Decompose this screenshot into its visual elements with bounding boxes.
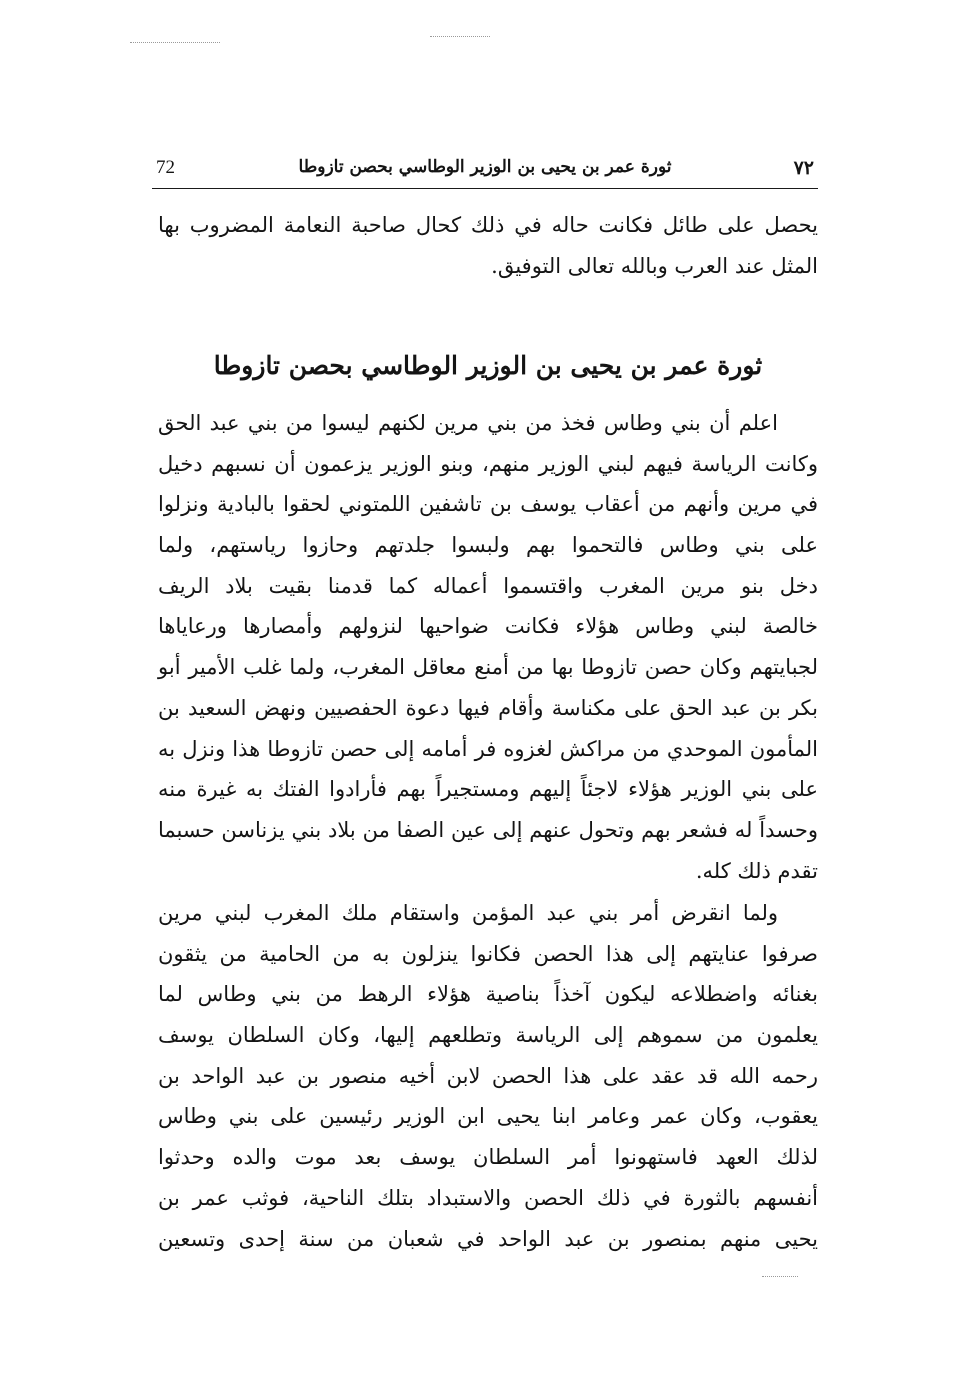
- text-line: دخل بنو مرين المغرب واقتسموا أعماله كما قدمنا بقيت بلاد الريف: [158, 573, 818, 598]
- text-line: وكانت الرياسة فيهم لبني الوزير منهم، وبنو الوزير يزعمون أن نسبهم دخيل: [158, 451, 818, 476]
- text-line: يعلمون من سموهم إلى الرياسة وتطلعهم إليها، وكان السلطان يوسف: [158, 1023, 818, 1048]
- text-line: صرفوا عنايتهم إلى هذا الحصن فكانوا ينزلون به من الحامية من يثقون: [158, 941, 818, 966]
- header-rule: [152, 188, 818, 189]
- running-title: ثورة عمر بن يحيى بن الوزير الوطاسي بحصن تازوطا: [298, 157, 672, 177]
- text-line: يحيى منهم بمنصور بن عبد الواحد في شعبان من سنة إحدى وتسعين: [158, 1226, 818, 1251]
- text-line: وحسداً له فشعر بهم وتحول عنهم إلى عين الصفا من بلاد بني يزناسن حسبما: [158, 817, 818, 842]
- text-line: يحصل على طائل فكانت حاله في ذلك كحال صاحبة النعامة المضروب بها: [158, 213, 818, 237]
- text-line: على بني الوزير هؤلاء لاجئاً إليهم ومستجيراً بهم فأرادوا الفتك به غيرة منه: [158, 777, 818, 802]
- text-line: رحمه الله قد عقد على هذا الحصن لابن أخيه منصور بن عبد الواحد بن: [158, 1063, 818, 1088]
- paragraph-2: [158, 893, 818, 1259]
- text-line: في مرين وأنهم من أعقاب يوسف بن تاشفين اللمتوني لحقوا بالبادية ونزلوا: [158, 492, 818, 517]
- text-line: بكر بن عبد الحق على مكناسة وأقام فيها دعوة الحفصيين ونهض السعيد بن: [158, 695, 818, 720]
- page-number-arabic: ٧٢: [793, 157, 814, 179]
- text-line: خالصة لبني وطاس هؤلاء فكانت ضواحيها لنزولهم وأمصارها ورعاياها: [158, 614, 818, 639]
- text-line: المثل عند العرب وبالله تعالى التوفيق.: [491, 254, 818, 278]
- section-title: ثورة عمر بن يحيى بن الوزير الوطاسي بحصن تازوطا: [213, 351, 763, 380]
- scan-artifact-bottom-right: [762, 1276, 798, 1277]
- scan-artifact-top-left: [130, 42, 220, 43]
- text-line: اعلم أن بني وطاس فخذ من بني مرين لكنهم ليسوا من بني عبد الحق: [158, 411, 778, 435]
- text-line: بغنائه واضطلاعه ليكون آخذاً بناصية هؤلاء الرهط من بني وطاس لما: [158, 982, 818, 1007]
- text-line: ولما انقرض أمر بني عبد المؤمن واستقام ملك المغرب لبني مرين: [158, 901, 778, 925]
- text-line: المأمون الموحدي من مراكش لغزوه فر أمامه إلى حصن تازوطا هذا ونزل به: [158, 736, 818, 761]
- text-line: على بني وطاس فالتحموا بهم ولبسوا جلدتهم وحازوا رياستهم، ولما: [158, 533, 818, 558]
- text-line: لذلك العهد فاستهونوا أمر السلطان يوسف بعد موت والده وحدثوا: [158, 1145, 818, 1170]
- text-line: لجبايتهم وكان حصن تازوطا بها من أمنع معاقل المغرب، ولما غلب الأمير أبو: [158, 655, 818, 680]
- top-paragraph: [158, 205, 818, 287]
- text-line: تقدم ذلك كله.: [695, 858, 818, 883]
- scan-artifact-top-center: [430, 36, 490, 37]
- text-line: أنفسهم بالثورة في ذلك الحصن والاستبداد بتلك الناحية، فوثب عمر بن: [158, 1185, 818, 1210]
- paragraph-1: [158, 403, 818, 891]
- running-header: [152, 155, 818, 185]
- page-number-latin: 72: [156, 157, 175, 178]
- text-line: يعقوب، وكان عمر وعامر ابنا يحيى ابن الوزير رئيسين على بني وطاس: [158, 1104, 818, 1129]
